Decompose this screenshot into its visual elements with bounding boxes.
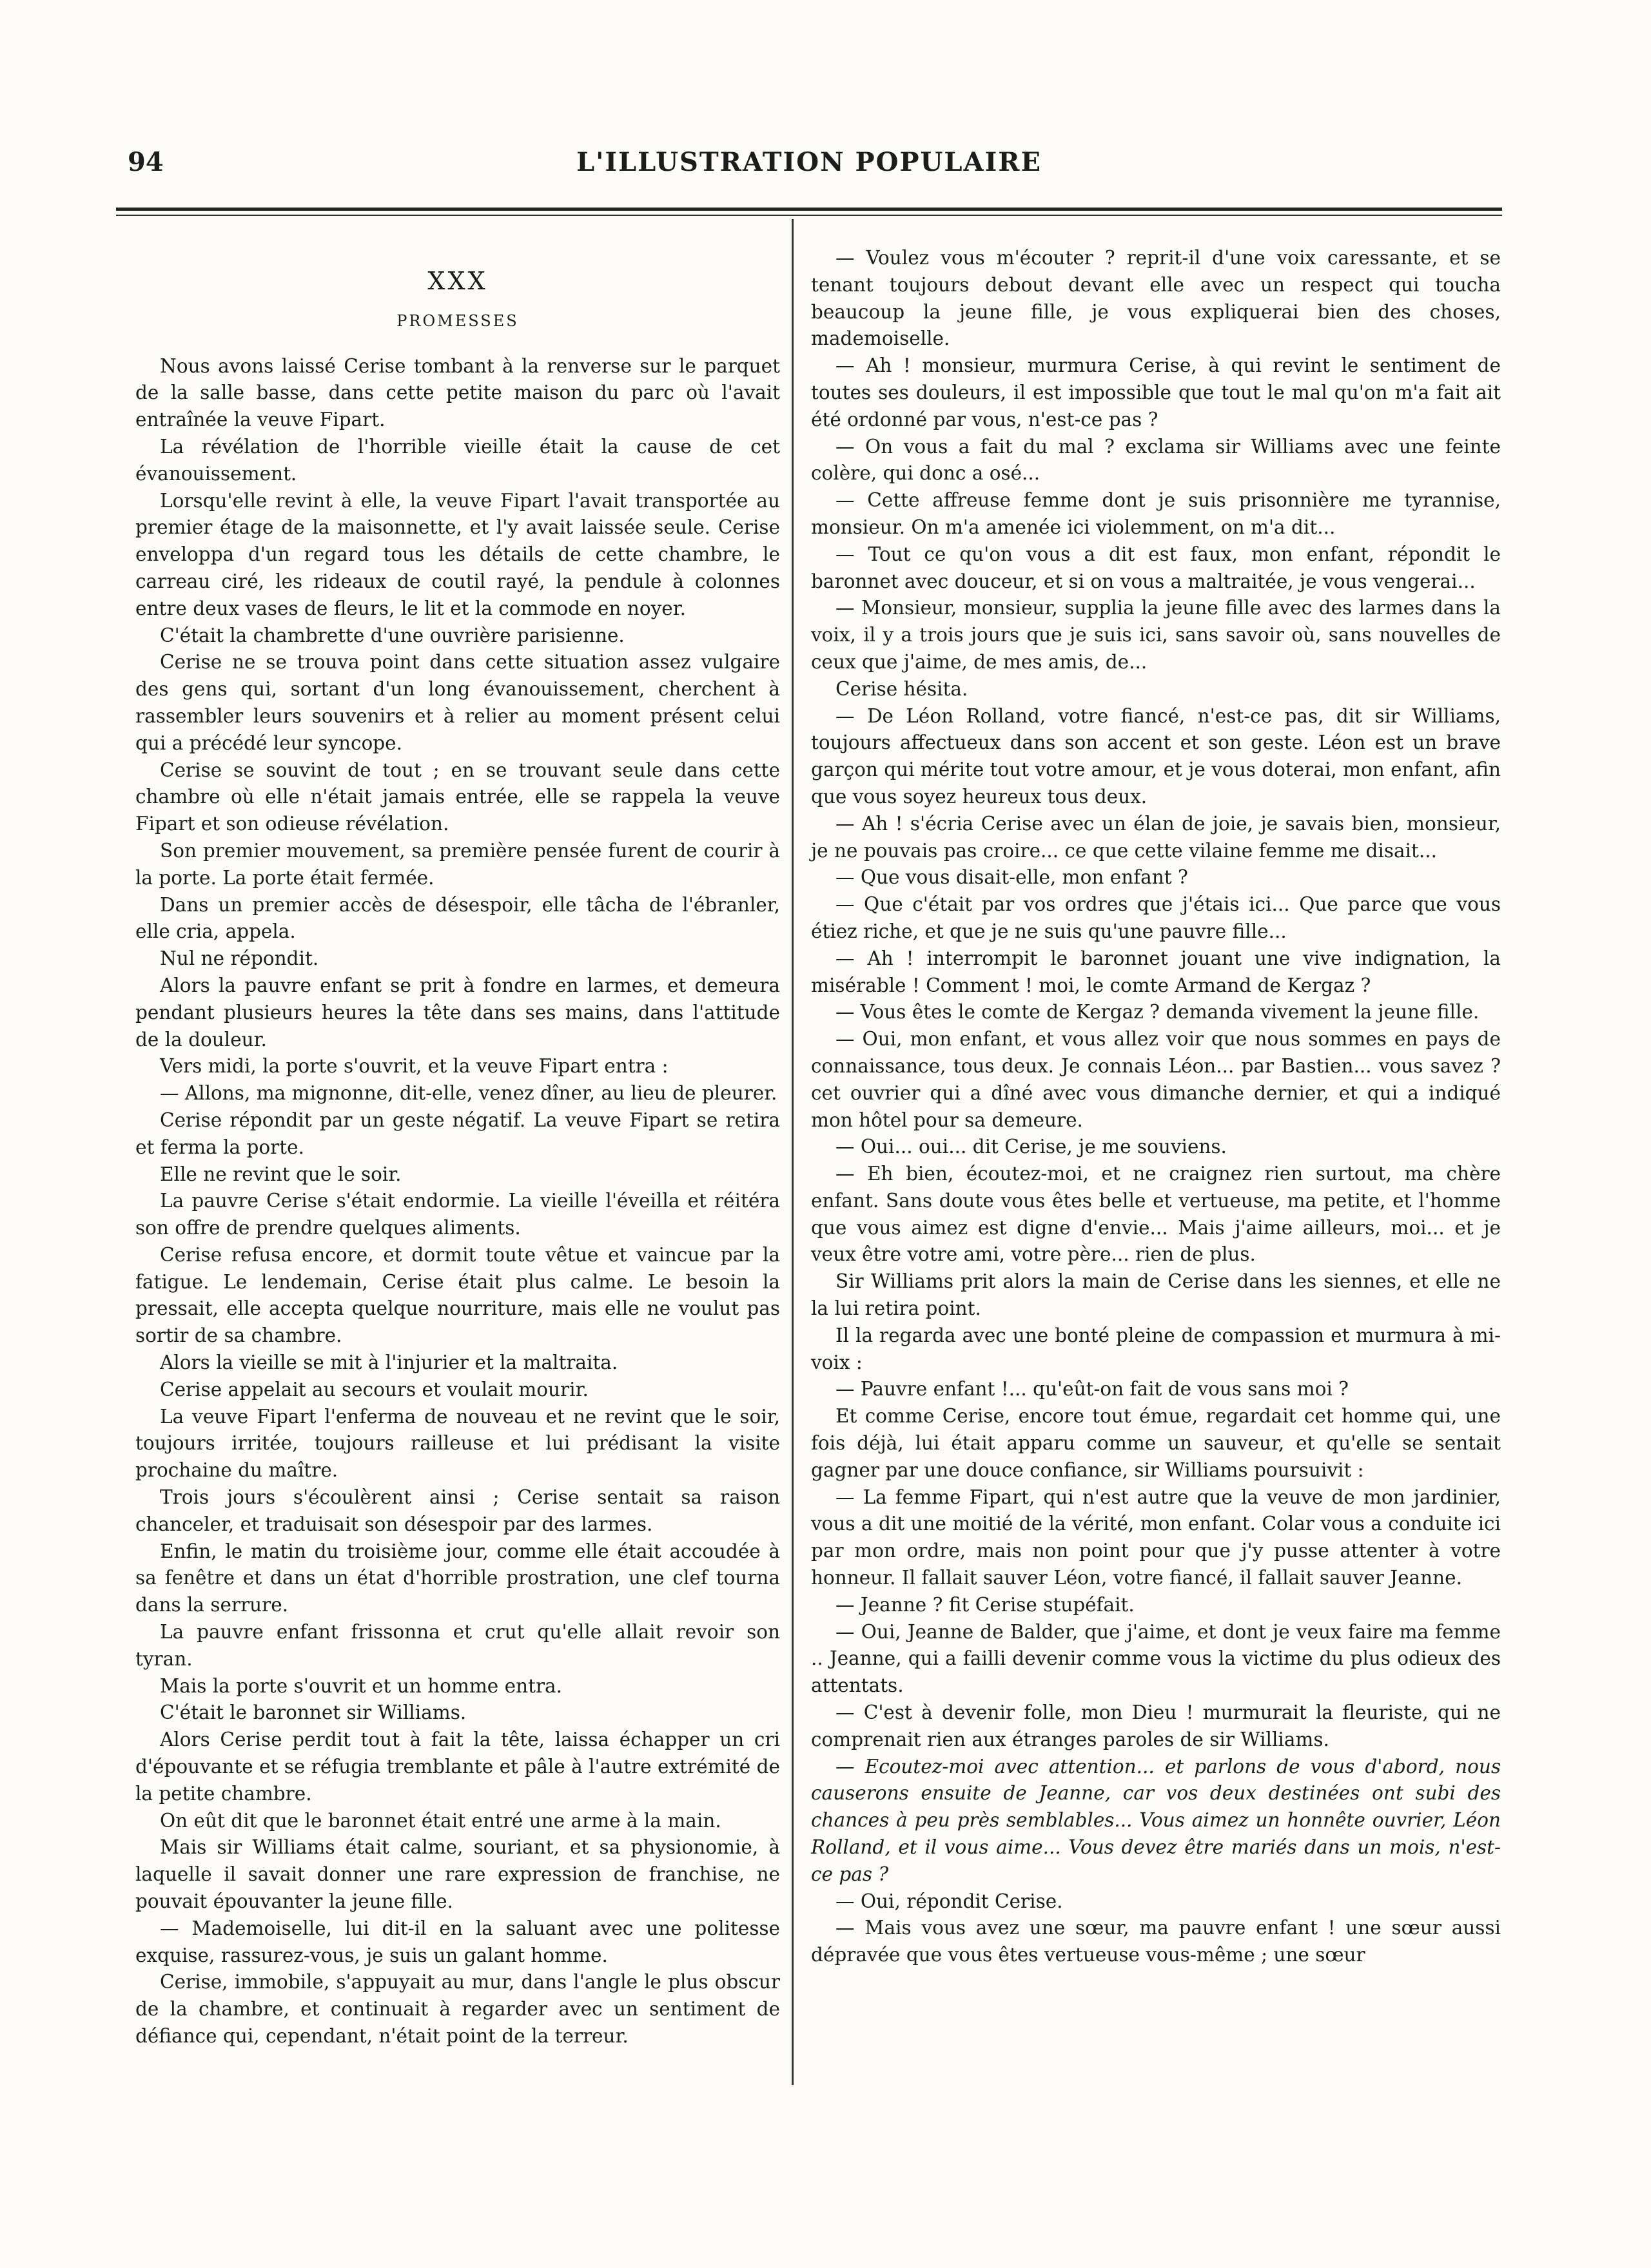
paragraph: Nous avons laissé Cerise tombant à la renverse sur le parquet de la salle basse, dans cette petite maison du parc où l'avait entraînée la veuve Fipart. bbox=[135, 354, 780, 431]
paragraph: — C'est à devenir folle, mon Dieu ! murmurait la fleuriste, qui ne comprenait rien aux étranges paroles de sir Williams. bbox=[811, 1701, 1501, 1750]
paragraph: — Allons, ma mignonne, dit-elle, venez dîner, au lieu de pleurer. bbox=[160, 1082, 777, 1105]
column-divider bbox=[792, 219, 794, 2085]
header-rule bbox=[116, 208, 1502, 211]
paragraph: Alors la vieille se mit à l'injurier et la maltraita. bbox=[160, 1352, 618, 1374]
paragraph: La révélation de l'horrible vieille était la cause de cet évanouissement. bbox=[135, 435, 780, 485]
paragraph: — Jeanne ? fit Cerise stupéfait. bbox=[835, 1593, 1135, 1616]
paragraph: — On vous a fait du mal ? exclama sir Williams avec une feinte colère, qui donc a osé... bbox=[811, 435, 1501, 485]
running-title: L'ILLUSTRATION POPULAIRE bbox=[576, 147, 1042, 177]
paragraph: Vers midi, la porte s'ouvrit, et la veuve Fipart entra : bbox=[160, 1055, 669, 1078]
paragraph: Cerise refusa encore, et dormit toute vêtue et vaincue par la fatigue. Le lendemain, Cerise était plus calme. Le besoin la pressait, elle accepta quelque nourriture, mais elle ne voulut pas sortir de sa chambre. bbox=[135, 1243, 780, 1347]
paragraph: Cerise se souvint de tout ; en se trouvant seule dans cette chambre où elle n'était jamais entrée, elle se rappela la veuve Fipart et son odieuse révélation. bbox=[135, 759, 780, 835]
paragraph: Et comme Cerise, encore tout émue, regardait cet homme qui, une fois déjà, lui était apparu comme un sauveur, et qu'elle se sentait gagner par une douce confiance, sir Williams poursuivit : bbox=[811, 1405, 1501, 1481]
paragraph: — Ah ! s'écria Cerise avec un élan de joie, je savais bien, monsieur, je ne pouvais pas croire... ce que cette vilaine femme me disait... bbox=[811, 812, 1501, 862]
paragraph: — Ah ! monsieur, murmura Cerise, à qui revint le sentiment de toutes ses douleurs, il est impossible que tout le mal qu'on m'a fait ait été ordonné par vous, n'est-ce pas ? bbox=[811, 354, 1501, 431]
page-number: 94 bbox=[128, 147, 164, 177]
paragraph: Sir Williams prit alors la main de Cerise dans les siennes, et elle ne la lui retira point. bbox=[811, 1270, 1501, 1320]
paragraph: C'était la chambrette d'une ouvrière parisienne. bbox=[160, 624, 625, 646]
paragraph: La pauvre Cerise s'était endormie. La vieille l'éveilla et réitéra son offre de prendre quelques aliments. bbox=[135, 1190, 780, 1239]
paragraph: Cerise appelait au secours et voulait mourir. bbox=[160, 1378, 589, 1401]
paragraph: — Que vous disait-elle, mon enfant ? bbox=[835, 866, 1188, 889]
paragraph: Enfin, le matin du troisième jour, comme elle était accoudée à sa fenêtre et dans un état d'horrible prostration, une clef tourna dans la serrure. bbox=[135, 1540, 780, 1616]
paragraph: — Tout ce qu'on vous a dit est faux, mon enfant, répondit le baronnet avec douceur, et si on vous a maltraitée, je vous vengerai... bbox=[811, 543, 1501, 592]
paragraph: — De Léon Rolland, votre fiancé, n'est-ce pas, dit sir Williams, toujours affectueux dans son accent et son geste. Léon est un brave garçon qui mérite tout votre amour, et je vous doterai, mon enfant, afin que vous soyez heureux tous deux. bbox=[811, 704, 1501, 808]
paragraph: Trois jours s'écoulèrent ainsi ; Cerise sentait sa raison chanceler, et traduisait son désespoir par des larmes. bbox=[135, 1486, 780, 1535]
paragraph: — Que c'était par vos ordres que j'étais ici... Que parce que vous étiez riche, et que je ne suis qu'une pauvre fille... bbox=[811, 893, 1501, 942]
paragraph: La veuve Fipart l'enferma de nouveau et ne revint que le soir, toujours irritée, toujours railleuse et lui prédisant la visite prochaine du maître. bbox=[135, 1405, 780, 1482]
paragraph: Son premier mouvement, sa première pensée furent de courir à la porte. La porte était fermée. bbox=[135, 839, 780, 889]
paragraph: — Oui... oui... dit Cerise, je me souviens. bbox=[835, 1136, 1227, 1158]
paragraph: Elle ne revint que le soir. bbox=[160, 1163, 402, 1185]
paragraph: — Pauvre enfant !... qu'eût-on fait de vous sans moi ? bbox=[835, 1378, 1349, 1401]
paragraph: La pauvre enfant frissonna et crut qu'elle allait revoir son tyran. bbox=[135, 1621, 780, 1670]
paragraph: Cerise hésita. bbox=[835, 677, 968, 700]
paragraph: Cerise répondit par un geste négatif. La veuve Fipart se retira et ferma la porte. bbox=[135, 1109, 780, 1158]
paragraph: — Mademoiselle, lui dit-il en la saluant avec une politesse exquise, rassurez-vous, je suis un galant homme. bbox=[135, 1917, 780, 1966]
chapter-number: XXX bbox=[427, 267, 488, 295]
paragraph: — Mais vous avez une sœur, ma pauvre enfant ! une sœur aussi dépravée que vous êtes vertueuse vous-même ; une sœur bbox=[811, 1917, 1501, 1966]
paragraph: — Monsieur, monsieur, supplia la jeune fille avec des larmes dans la voix, il y a trois jours que je suis ici, sans savoir où, sans nouvelles de ceux que j'aime, de mes amis, de... bbox=[811, 597, 1501, 673]
paragraph: — Oui, Jeanne de Balder, que j'aime, et dont je veux faire ma femme .. Jeanne, qui a failli devenir comme vous la victime du plus odieux des attentats. bbox=[811, 1620, 1501, 1697]
paragraph: On eût dit que le baronnet était entré une arme à la main. bbox=[160, 1809, 721, 1832]
header-rule-thin bbox=[116, 215, 1502, 216]
paragraph: — Oui, mon enfant, et vous allez voir que nous sommes en pays de connaissance, tous deux. Je connais Léon... par Bastien... vous savez ? cet ouvrier qui a dîné avec vous dimanche dernier, et qui a indiqué mon hôtel pour sa demeure. bbox=[811, 1028, 1501, 1131]
chapter-title: PROMESSES bbox=[396, 311, 519, 330]
paragraph: — Voulez vous m'écouter ? reprit-il d'une voix caressante, et se tenant toujours debout devant elle avec un respect qui toucha beaucoup la jeune fille, je vous expliquerai bien des choses, mademoiselle. bbox=[811, 247, 1501, 350]
paragraph: Nul ne répondit. bbox=[160, 947, 319, 970]
paragraph: — Ecoutez-moi avec attention... et parlons de vous d'abord, nous causerons ensuite de Jeanne, car vos deux destinées ont subi des chances à peu près semblables... Vous aimez un honnête ouvrier, Léon Rolland, et il vous aime... Vous devez être mariés dans un mois, n'est-ce pas ? bbox=[811, 1755, 1501, 1885]
paragraph: Il la regarda avec une bonté pleine de compassion et murmura à mi-voix : bbox=[811, 1324, 1501, 1373]
right-column bbox=[811, 245, 1501, 1969]
paragraph: — Ah ! interrompit le baronnet jouant une vive indignation, la misérable ! Comment ! moi, le comte Armand de Kergaz ? bbox=[811, 947, 1501, 996]
paragraph: — Vous êtes le comte de Kergaz ? demanda vivement la jeune fille. bbox=[835, 1001, 1480, 1023]
paragraph: — La femme Fipart, qui n'est autre que la veuve de mon jardinier, vous a dit une moitié de la vérité, mon enfant. Colar vous a conduite ici par mon ordre, mais non point pour que j'y pusse attenter à votre honneur. Il fallait sauver Léon, votre fiancé, il fallait sauver Jeanne. bbox=[811, 1486, 1501, 1589]
left-column bbox=[135, 245, 780, 2050]
paragraph: — Eh bien, écoutez-moi, et ne craignez rien surtout, ma chère enfant. Sans doute vous êtes belle et vertueuse, ma petite, et l'homme que vous aimez est digne d'envie... Mais j'aime ailleurs, moi... et je veux être votre ami, votre père... rien de plus. bbox=[811, 1163, 1501, 1266]
paragraph: Alors Cerise perdit tout à fait la tête, laissa échapper un cri d'épouvante et se réfugia tremblante et pâle à l'autre extrémité de la petite chambre. bbox=[135, 1729, 780, 1805]
paragraph: Mais la porte s'ouvrit et un homme entra. bbox=[160, 1674, 563, 1697]
paragraph: — Oui, répondit Cerise. bbox=[835, 1890, 1063, 1912]
paragraph: C'était le baronnet sir Williams. bbox=[160, 1701, 467, 1724]
paragraph: Cerise, immobile, s'appuyait au mur, dans l'angle le plus obscur de la chambre, et continuait à regarder avec un sentiment de défiance qui, cependant, n'était point de la terreur. bbox=[135, 1971, 780, 2047]
page-header bbox=[116, 147, 1502, 186]
paragraph: Cerise ne se trouva point dans cette situation assez vulgaire des gens qui, sortant d'un long évanouissement, cherchent à rassembler leurs souvenirs et à relier au moment présent celui qui a précédé leur syncope. bbox=[135, 651, 780, 754]
paragraph: — Cette affreuse femme dont je suis prisonnière me tyrannise, monsieur. On m'a amenée ici violemment, on m'a dit... bbox=[811, 489, 1501, 538]
paragraph: Alors la pauvre enfant se prit à fondre en larmes, et demeura pendant plusieurs heures la tête dans ses mains, dans l'attitude de la douleur. bbox=[135, 974, 780, 1051]
paragraph: Lorsqu'elle revint à elle, la veuve Fipart l'avait transportée au premier étage de la maisonnette, et l'y avait laissée seule. Cerise enveloppa d'un regard tous les détails de cette chambre, le carreau ciré, les rideaux de coutil rayé, la pendule à colonnes entre deux vases de fleurs, le lit et la commode en noyer. bbox=[135, 489, 780, 619]
paragraph: Dans un premier accès de désespoir, elle tâcha de l'ébranler, elle cria, appela. bbox=[135, 893, 780, 943]
paragraph: Mais sir Williams était calme, souriant, et sa physionomie, à laquelle il savait donner une rare expression de franchise, ne pouvait épouvanter la jeune fille. bbox=[135, 1836, 780, 1913]
